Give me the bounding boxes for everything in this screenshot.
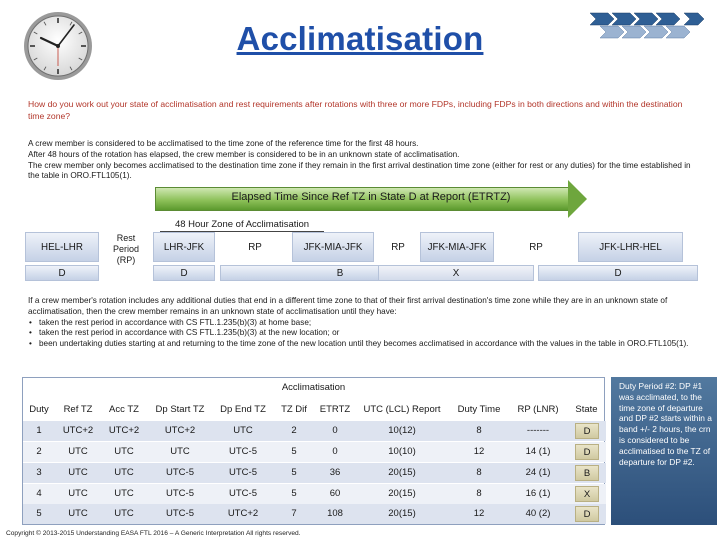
table-cell: 16 (1) bbox=[525, 488, 551, 499]
column-header: UTC (LCL) Report bbox=[363, 404, 441, 415]
table-cell: 14 (1) bbox=[525, 446, 551, 457]
table-cell: UTC bbox=[114, 508, 134, 519]
column-header: Ref TZ bbox=[63, 404, 93, 415]
column-header: Acc TZ bbox=[109, 404, 139, 415]
page-title: Acclimatisation bbox=[236, 20, 484, 57]
duty-period-note: Duty Period #2: DP #1 was acclimated, to the time zone of departure and DP #2 starts within a band +/- 2 hours, the crn is considered to be acclimatised to the TZ of departure for DP #2. bbox=[611, 377, 717, 525]
column-header: Dp Start TZ bbox=[155, 404, 205, 415]
state-cell: D bbox=[575, 423, 599, 439]
table-row bbox=[23, 442, 606, 462]
unknown-state-paragraph bbox=[28, 296, 700, 350]
table-cell: UTC-5 bbox=[166, 488, 194, 499]
table-cell: UTC bbox=[170, 446, 190, 457]
table-cell: 2 bbox=[291, 425, 297, 436]
intro-line: A crew member is considered to be acclimatised to the time zone of the reference time for the first 48 hours. bbox=[28, 139, 419, 148]
bullet-list bbox=[28, 318, 700, 350]
table-cell: UTC bbox=[114, 488, 134, 499]
table-cell: 8 bbox=[476, 488, 482, 499]
elapsed-time-arrow bbox=[155, 180, 587, 218]
table-cell: 12 bbox=[473, 446, 485, 457]
table-cell: UTC+2 bbox=[227, 508, 259, 519]
sector-label: JFK-LHR-HEL bbox=[599, 242, 662, 253]
table-cell: 3 bbox=[36, 467, 42, 478]
rest-period-label: RP bbox=[248, 242, 262, 253]
table-cell: 36 bbox=[329, 467, 341, 478]
sector-label: HEL-LHR bbox=[41, 242, 83, 253]
table-cell: 5 bbox=[291, 467, 297, 478]
bullet-item: • taken the rest period in accordance with CS FTL.1.235(b)(3) at home base; bbox=[28, 318, 700, 329]
arrow-label: Elapsed Time Since Ref TZ in State D at Report (ETRTZ) bbox=[231, 191, 511, 203]
table-cell: 20(15) bbox=[388, 508, 416, 519]
column-header: Duty bbox=[29, 404, 49, 415]
table-cell: 5 bbox=[36, 508, 42, 519]
table-cell: UTC-5 bbox=[229, 446, 257, 457]
question-text: How do you work out your state of acclimatisation and rest requirements after rotations with three or more FDPs, including FDPs in both directions and within the destination time zone? bbox=[28, 99, 683, 121]
table-cell: UTC-5 bbox=[229, 488, 257, 499]
table-row bbox=[23, 504, 606, 524]
paragraph-text: If a crew member's rotation includes any additional duties that end in a different time zone to that of their first arrival destination's time zone while they are in an unknown state of acclimatisation, then the crew member remains in an unknown state of acclimatisation until they have: bbox=[28, 296, 668, 316]
sector-label: JFK-MIA-JFK bbox=[427, 242, 487, 253]
bullet-item: • been undertaking duties starting at and returning to the time zone of the new location until they becomes acclimatised in accordance with the values in the table in ORO.FTL105(1). bbox=[28, 339, 700, 350]
table-cell: 108 bbox=[327, 508, 343, 519]
table-cell: UTC-5 bbox=[166, 467, 194, 478]
state-label: D bbox=[614, 268, 622, 279]
state-label: B bbox=[336, 268, 344, 279]
table-cell: 40 (2) bbox=[525, 508, 551, 519]
rest-period-label: RP bbox=[529, 242, 543, 253]
table-cell: ------- bbox=[526, 425, 550, 436]
column-header: Duty Time bbox=[457, 404, 501, 415]
table-cell: UTC+2 bbox=[62, 425, 94, 436]
bullet-item: • taken the rest period in accordance with CS FTL.1.235(b)(3) at the new location; or bbox=[28, 328, 700, 339]
zone-of-acclimatisation-label: 48 Hour Zone of Acclimatisation bbox=[160, 219, 324, 232]
table-row bbox=[23, 463, 606, 483]
table-cell: UTC bbox=[233, 425, 253, 436]
state-cell: D bbox=[575, 444, 599, 460]
state-label: D bbox=[180, 268, 188, 279]
table-cell: 20(15) bbox=[388, 488, 416, 499]
table-cell: UTC bbox=[68, 488, 88, 499]
table-row bbox=[23, 484, 606, 504]
state-cell: D bbox=[575, 506, 599, 522]
intro-line: After 48 hours of the rotation has elapsed, the crew member is considered to be in an unknown state of acclimatisation. bbox=[28, 149, 460, 159]
table-cell: 20(15) bbox=[388, 467, 416, 478]
table-cell: UTC bbox=[114, 446, 134, 457]
table-cell: UTC bbox=[114, 467, 134, 478]
rest-period-label: RP bbox=[391, 242, 405, 253]
table-header-row bbox=[23, 400, 606, 420]
table-cell: UTC bbox=[68, 467, 88, 478]
table-cell: UTC-5 bbox=[229, 467, 257, 478]
intro-line: The crew member only becomes acclimatised to the destination time zone if they remain in the first arrival destination time zone (either for rest or any duties) for the time established in the table in ORO.FTL105(1). bbox=[28, 160, 691, 181]
column-header: RP (LNR) bbox=[517, 404, 559, 415]
state-cell: B bbox=[575, 465, 599, 481]
table-title: Acclimatisation bbox=[281, 382, 346, 393]
table-row bbox=[23, 421, 606, 441]
table-cell: 0 bbox=[332, 425, 338, 436]
table-cell: UTC-5 bbox=[166, 508, 194, 519]
table-cell: 60 bbox=[329, 488, 341, 499]
table-cell: UTC+2 bbox=[164, 425, 196, 436]
table-cell: 1 bbox=[36, 425, 42, 436]
table-cell: 5 bbox=[291, 446, 297, 457]
sector-label: LHR-JFK bbox=[163, 242, 205, 253]
sector-label: JFK-MIA-JFK bbox=[303, 242, 363, 253]
column-header: State bbox=[575, 404, 598, 415]
table-cell: 4 bbox=[36, 488, 42, 499]
acclimatisation-table bbox=[22, 377, 605, 525]
table-cell: UTC+2 bbox=[108, 425, 140, 436]
state-label: X bbox=[452, 268, 460, 279]
table-cell: 8 bbox=[476, 425, 482, 436]
column-header: ETRTZ bbox=[319, 404, 351, 415]
state-label: D bbox=[58, 268, 66, 279]
table-cell: 0 bbox=[332, 446, 338, 457]
table-cell: 5 bbox=[291, 488, 297, 499]
column-header: TZ Dif bbox=[281, 404, 307, 415]
table-cell: 24 (1) bbox=[525, 467, 551, 478]
table-cell: 2 bbox=[36, 446, 42, 457]
state-cell: X bbox=[575, 486, 599, 502]
table-cell: 7 bbox=[291, 508, 297, 519]
table-cell: 10(10) bbox=[388, 446, 416, 457]
table-cell: UTC bbox=[68, 446, 88, 457]
intro-paragraph bbox=[28, 139, 700, 182]
table-cell: 8 bbox=[476, 467, 482, 478]
table-cell: 12 bbox=[473, 508, 485, 519]
column-header: Dp End TZ bbox=[220, 404, 266, 415]
rest-period-label: Rest Period (RP) bbox=[112, 233, 139, 265]
copyright-text: Copyright © 2013-2015 Understanding EASA FTL 2016 – A Generic Interpretation All rights reserved. bbox=[6, 530, 301, 537]
table-cell: 10(12) bbox=[388, 425, 416, 436]
table-cell: UTC bbox=[68, 508, 88, 519]
